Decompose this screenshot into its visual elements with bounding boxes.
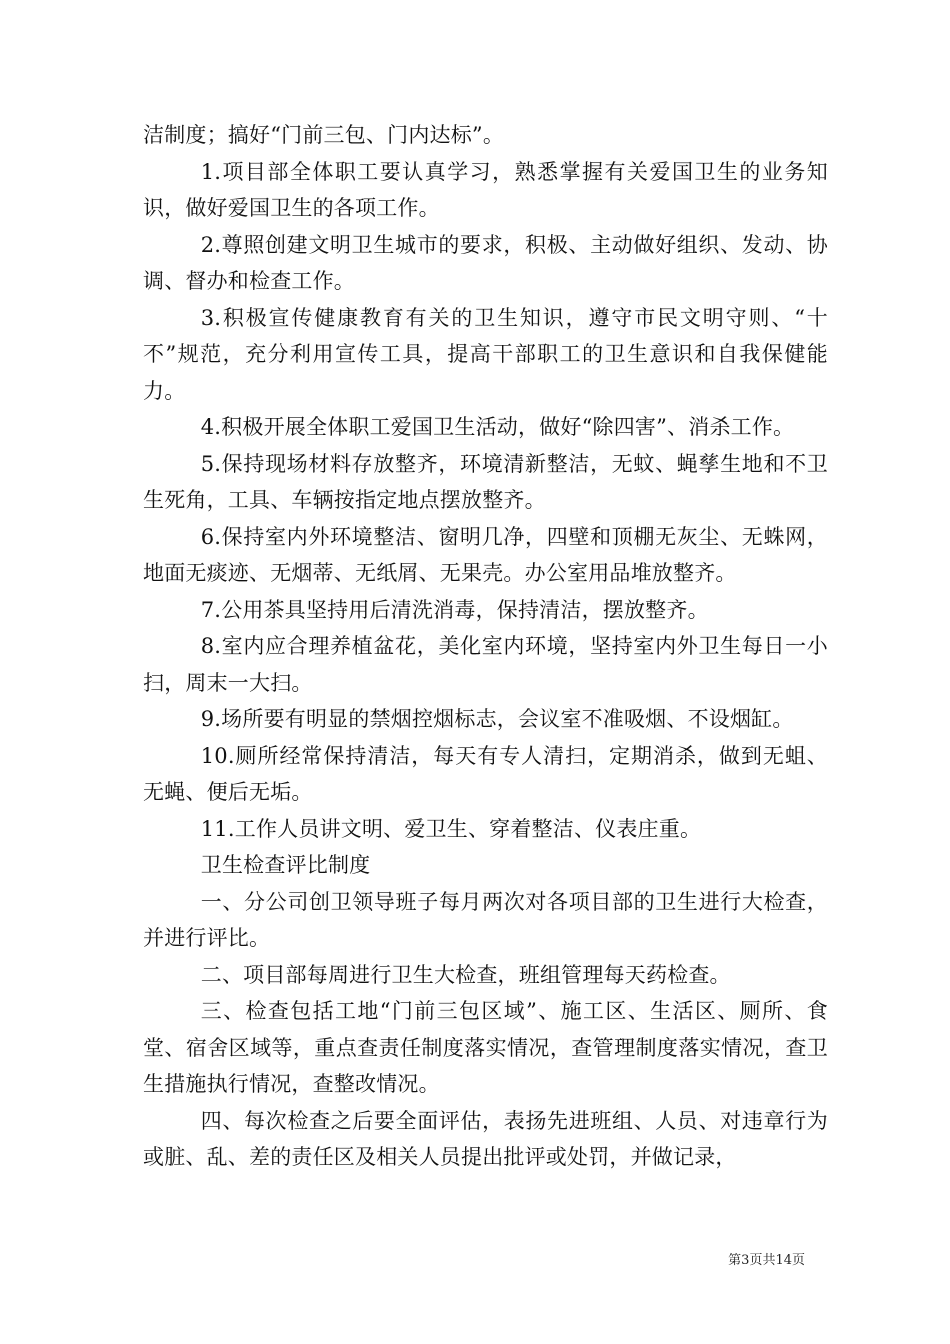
rule-item-10: 10.厕所经常保持清洁，每天有专人清扫，定期消杀，做到无蛆、无蝇、便后无垢。: [143, 743, 828, 804]
rule-item-8: 8.室内应合理养植盆花，美化室内环境，坚持室内外卫生每日一小扫，周末一大扫。: [143, 634, 828, 695]
rule-item-9: 9.场所要有明显的禁烟控烟标志，会议室不准吸烟、不设烟缸。: [200, 707, 794, 731]
section-heading: 卫生检查评比制度: [200, 853, 371, 877]
inspection-item-1: 一、分公司创卫领导班子每月两次对各项目部的卫生进行大检查，并进行评比。: [143, 889, 828, 950]
rule-item-11: 11.工作人员讲文明、爱卫生、穿着整洁、仪表庄重。: [200, 816, 702, 841]
inspection-item-3: 三、检查包括工地“门前三包区域”、施工区、生活区、厕所、食堂、宿舍区域等，重点查责任制度落实情况，查管理制度落实情况，查卫生措施执行情况，查整改情况。: [143, 999, 828, 1096]
inspection-item-2: 二、项目部每周进行卫生大检查，班组管理每天药检查。: [200, 962, 731, 987]
inspection-item-4: 四、每次检查之后要全面评估，表扬先进班组、人员、对违章行为或脏、乱、差的责任区及相关人员提出批评或处罚，并做记录，: [143, 1108, 828, 1169]
paragraph-continuation: 洁制度；搞好“门前三包、门内达标”。: [143, 123, 505, 147]
rule-item-1: 1.项目部全体职工要认真学习，熟悉掌握有关爱国卫生的业务知识，做好爱国卫生的各项工作。: [143, 159, 828, 220]
rule-item-5: 5.保持现场材料存放整齐，环境清新整洁，无蚊、蝇孳生地和不卫生死角，工具、车辆按指定地点摆放整齐。: [143, 451, 828, 512]
rule-item-3: 3.积极宣传健康教育有关的卫生知识，遵守市民文明守则、“十不”规范，充分利用宣传工具，提高干部职工的卫生意识和自我保健能力。: [143, 305, 828, 403]
rule-item-6: 6.保持室内外环境整洁、窗明几净，四壁和顶棚无灰尘、无蛛网，地面无痰迹、无烟蒂、无纸屑、无果壳。办公室用品堆放整齐。: [143, 524, 828, 585]
rule-item-4: 4.积极开展全体职工爱国卫生活动，做好“除四害”、消杀工作。: [200, 415, 795, 439]
page-number: 第3页共14页: [728, 1253, 805, 1268]
rule-item-2: 2.尊照创建文明卫生城市的要求，积极、主动做好组织、发动、协调、督办和检查工作。: [143, 232, 828, 293]
document-body: [143, 117, 828, 1176]
rule-item-7: 7.公用茶具坚持用后清洗消毒，保持清洁，摆放整齐。: [200, 597, 709, 622]
